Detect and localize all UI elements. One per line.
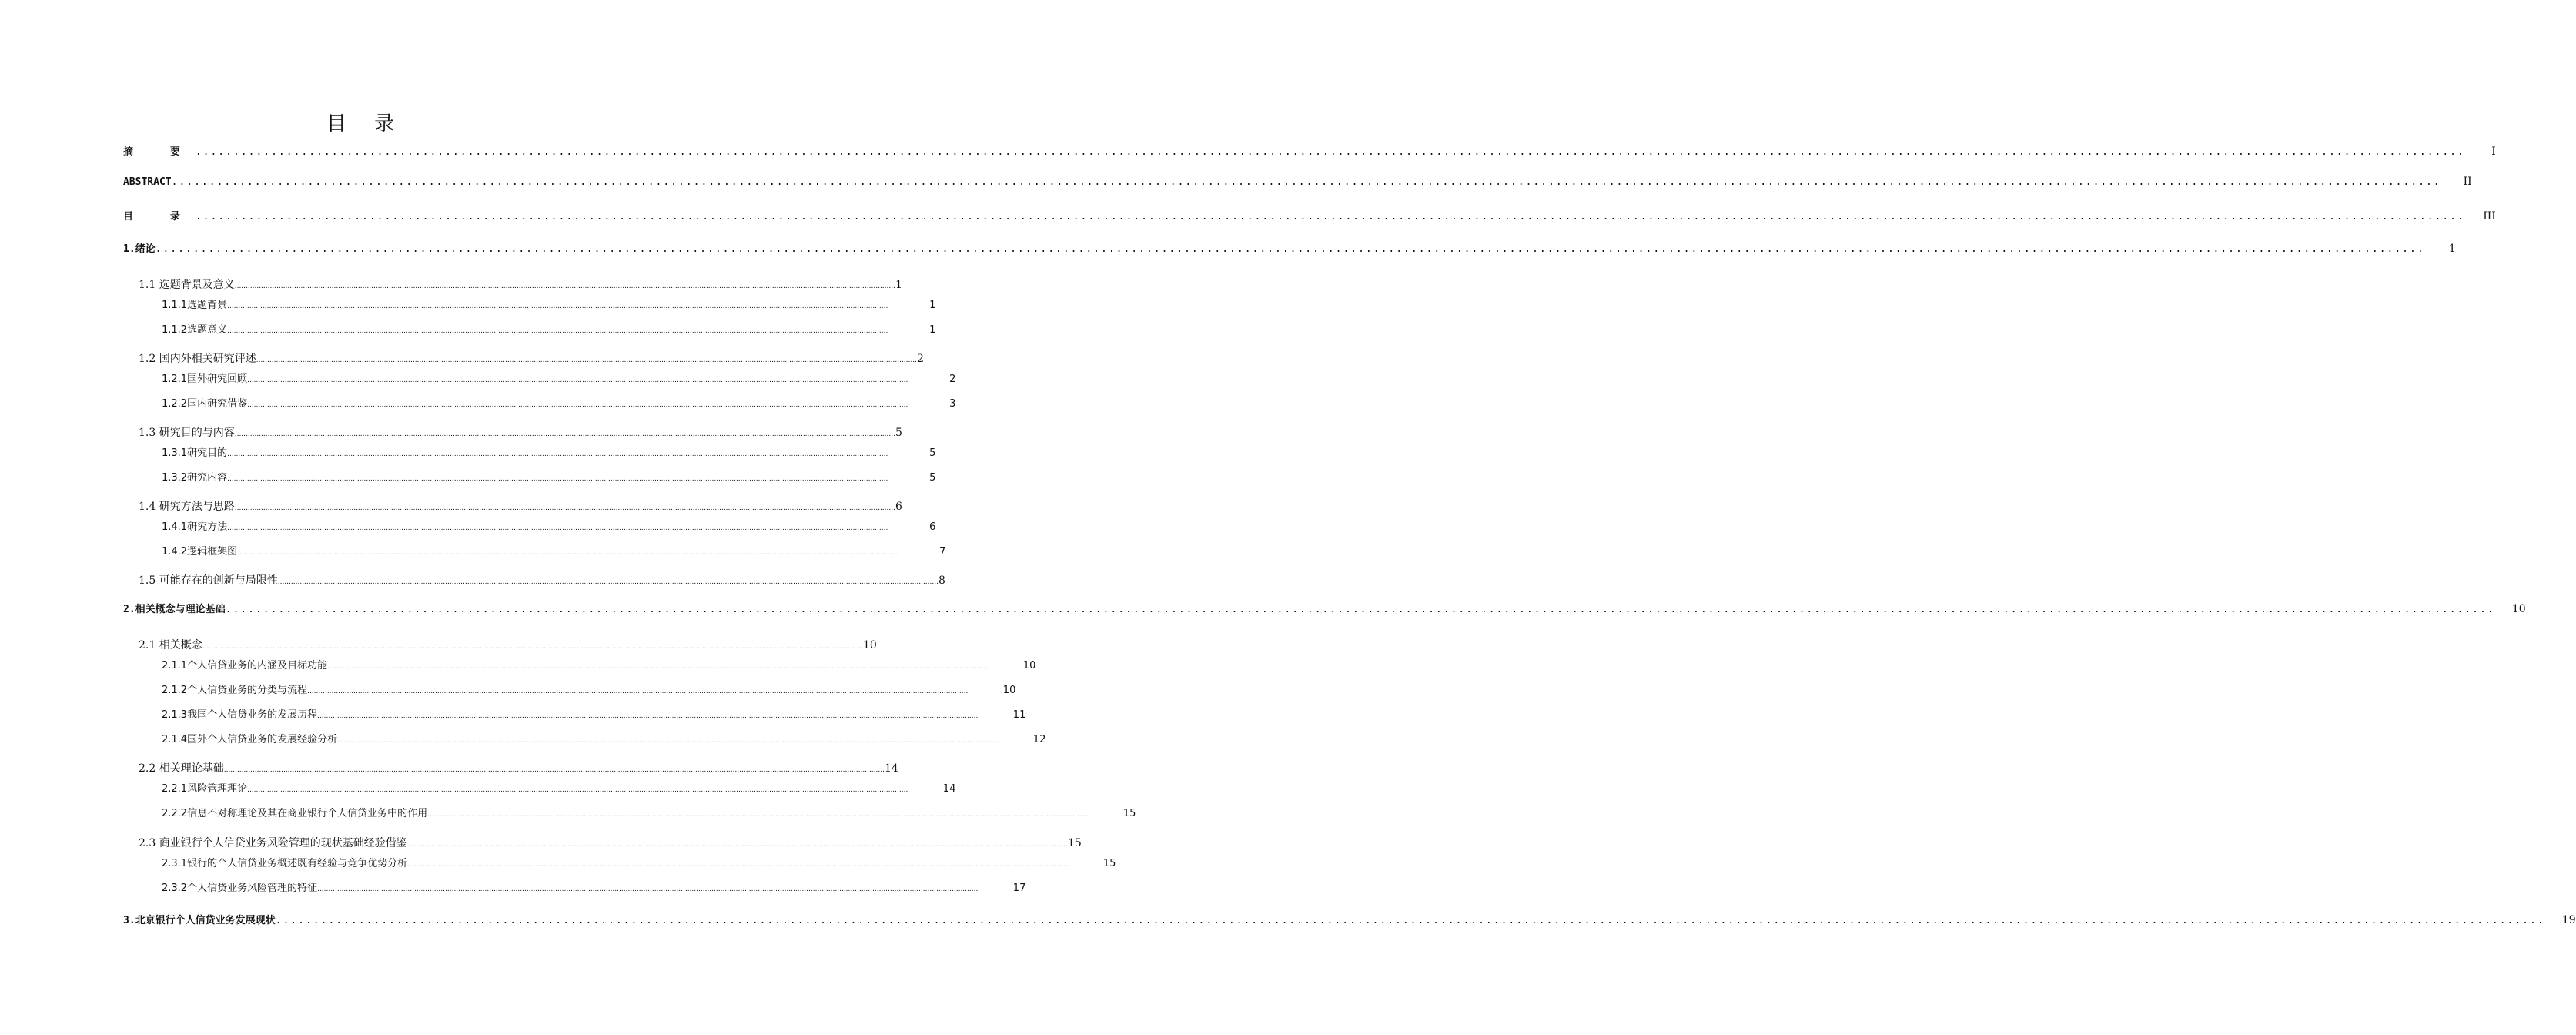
toc-leader-dots: ............................................................................................................................................................................................................................................................................................................ (227, 475, 888, 483)
toc-leader-dots: ............................................................................................................................................................................................................................................................................................................ (256, 357, 917, 364)
toc-page-number: 15 (1102, 858, 1116, 869)
toc-entry-label: 摘 要 (123, 146, 196, 158)
toc-entry-label: 研究内容 (187, 472, 228, 484)
toc-entry-number: 1.4.1 (162, 521, 188, 533)
toc-leader-dots: ............................................................................................................................................................................................................................................................................................................ (234, 430, 895, 438)
toc-entry-label: 1.2 国内外相关研究评述 (139, 353, 256, 365)
toc-leader-dots: ............................................................................................................................................................................................................................................................................................................ (327, 663, 989, 671)
toc-entry[interactable] (162, 706, 1026, 721)
toc-entry-label: 目 录 (123, 211, 196, 223)
toc-leader-dots: ............................................................................................................................................................................................................................................................................................................ (247, 786, 908, 794)
toc-leader-dots: ............................................................................................................................................................................................................................................................................................................ (307, 688, 969, 695)
toc-page-number: 1 (929, 300, 936, 311)
toc-entry-label: 2.1.3我国个人信贷业务的发展历程 (162, 709, 318, 721)
toc-entry-label: 2.2.1风险管理理论 (162, 783, 248, 795)
toc-page-number: 10 (1002, 685, 1016, 696)
toc-leader-dots: ............................................................................................................................................................................................................................................................................................................ (171, 176, 2441, 188)
toc-page-number: 2 (949, 373, 956, 385)
toc-entry-label: 1.4 研究方法与思路 (139, 501, 235, 513)
toc-leader-dots: ............................................................................................................................................................................................................................................................................................................ (223, 766, 885, 774)
toc-page-number: III (2483, 210, 2496, 223)
toc-entry[interactable] (162, 469, 936, 484)
toc-leader-dots: ............................................................................................................................................................................................................................................................................................................ (406, 841, 1068, 849)
toc-page-number: 7 (939, 546, 946, 558)
toc-page-number: 10 (1022, 660, 1036, 672)
toc-entry[interactable] (162, 657, 1036, 672)
toc-leader-dots: ............................................................................................................................................................................................................................................................................................................ (277, 578, 938, 586)
toc-entry-number: 1.2.2 (162, 398, 188, 410)
toc-leader-dots: ............................................................................................................................................................................................................................................................................................................ (234, 283, 895, 290)
toc-leader-dots: ............................................................................................................................................................................................................................................................................................................ (195, 211, 2465, 223)
toc-entry-label: 3.北京银行个人信贷业务发展现状 (123, 915, 276, 926)
toc-entry[interactable] (123, 912, 2576, 926)
toc-entry[interactable] (162, 296, 936, 311)
toc-page-number: 6 (929, 521, 936, 533)
toc-entry-number: 1.3.1 (162, 447, 188, 459)
toc-entry-label: 1.绪论 (123, 243, 156, 255)
toc-entry[interactable] (123, 176, 2472, 188)
toc-entry-label: 2.2 相关理论基础 (139, 762, 224, 775)
toc-leader-dots: ............................................................................................................................................................................................................................................................................................................ (275, 915, 2545, 926)
toc-entry-label: 2.2.2信息不对称理论及其在商业银行个人信贷业务中的作用 (162, 808, 428, 819)
toc-entry-label: 1.1 选题背景及意义 (139, 279, 235, 291)
toc-entry-label: 2.相关概念与理论基础 (123, 604, 226, 615)
toc-leader-dots: ............................................................................................................................................................................................................................................................................................................ (407, 861, 1069, 869)
toc-entry-label: 选题意义 (187, 324, 228, 336)
toc-leader-dots: ............................................................................................................................................................................................................................................................................................................ (234, 504, 895, 512)
toc-leader-dots: ............................................................................................................................................................................................................................................................................................................ (317, 886, 979, 893)
toc-entry[interactable] (162, 370, 956, 385)
toc-entry-label: 研究目的 (187, 447, 228, 459)
toc-entry[interactable] (162, 543, 946, 558)
toc-entry[interactable] (139, 350, 924, 366)
toc-entry-label: 2.1 相关概念 (139, 639, 202, 651)
toc-page-number: 19 (2561, 914, 2576, 926)
toc-page-number: 10 (2511, 603, 2526, 615)
toc-entry-label: 2.3.1银行的个人信贷业务概述既有经验与竞争优势分析 (162, 858, 408, 869)
toc-page-number: 10 (862, 639, 877, 651)
toc-entry[interactable] (139, 276, 902, 292)
toc-entry[interactable] (162, 731, 1046, 745)
toc-entry-label: ABSTRACT (123, 176, 172, 188)
toc-title: 目 录 (326, 112, 406, 136)
toc-entry[interactable] (162, 780, 956, 795)
toc-leader-dots: ............................................................................................................................................................................................................................................................................................................ (247, 401, 908, 409)
toc-entry-label: 逻辑框架图 (187, 546, 238, 558)
toc-entry[interactable] (123, 601, 2526, 615)
toc-entry[interactable] (123, 208, 2496, 223)
toc-page-number: 15 (1122, 808, 1136, 819)
toc-entry-label: 2.3 商业银行个人信贷业务风险管理的现状基础经验借鉴 (139, 837, 407, 849)
toc-entry[interactable] (139, 637, 877, 652)
toc-page-number: 17 (1012, 883, 1026, 894)
toc-leader-dots: ............................................................................................................................................................................................................................................................................................................ (225, 604, 2495, 615)
toc-leader-dots: ............................................................................................................................................................................................................................................................................................................ (317, 712, 979, 720)
toc-entry[interactable] (162, 855, 1116, 869)
toc-page-number: 15 (1067, 837, 1082, 849)
toc-leader-dots: ............................................................................................................................................................................................................................................................................................................ (195, 146, 2465, 158)
toc-entry[interactable] (139, 572, 945, 588)
toc-leader-dots: ............................................................................................................................................................................................................................................................................................................ (227, 303, 888, 310)
toc-entry-label: 国外研究回顾 (187, 373, 248, 385)
toc-entry-number: 1.4.2 (162, 546, 188, 558)
toc-page-number: 14 (942, 783, 956, 795)
toc-entry-number: 1.3.2 (162, 472, 188, 484)
toc-leader-dots: ............................................................................................................................................................................................................................................................................................................ (247, 377, 908, 384)
toc-entry[interactable] (139, 760, 898, 775)
toc-page-number: 8 (938, 574, 945, 587)
toc-entry[interactable] (123, 143, 2496, 158)
toc-leader-dots: ............................................................................................................................................................................................................................................................................................................ (227, 451, 888, 458)
toc-page-number: 6 (895, 501, 902, 513)
toc-entry-number: 1.1.2 (162, 324, 188, 336)
toc-leader-dots: ............................................................................................................................................................................................................................................................................................................ (237, 549, 898, 557)
toc-entry-label: 选题背景 (187, 300, 228, 311)
toc-entry[interactable] (162, 682, 1016, 696)
toc-page-number: 5 (895, 427, 902, 439)
toc-entry[interactable] (162, 395, 956, 410)
toc-entry[interactable] (162, 444, 936, 459)
toc-entry[interactable] (139, 424, 902, 440)
toc-entry-number: 1.1.1 (162, 300, 188, 311)
toc-page-number: 12 (1032, 734, 1046, 745)
toc-leader-dots: ............................................................................................................................................................................................................................................................................................................ (227, 524, 888, 532)
toc-leader-dots: ............................................................................................................................................................................................................................................................................................................ (427, 811, 1089, 819)
toc-page-number: 11 (1012, 709, 1026, 721)
toc-entry[interactable] (162, 805, 1136, 819)
toc-entry[interactable] (123, 240, 2456, 255)
toc-entry[interactable] (162, 321, 936, 336)
toc-entry-label: 2.1.1个人信贷业务的内涵及目标功能 (162, 660, 328, 672)
toc-entry[interactable] (139, 835, 1082, 850)
toc-page-number: 2 (916, 353, 924, 365)
toc-leader-dots: ............................................................................................................................................................................................................................................................................................................ (155, 243, 2425, 255)
toc-page-number: 14 (884, 762, 898, 775)
toc-entry[interactable] (162, 518, 936, 533)
toc-entry-number: 1.2.1 (162, 373, 188, 385)
toc-leader-dots: ............................................................................................................................................................................................................................................................................................................ (337, 737, 999, 745)
toc-page-number: 1 (2448, 243, 2456, 255)
toc-entry-label: 2.1.4国外个人信贷业务的发展经验分析 (162, 734, 338, 745)
toc-page-number: 1 (929, 324, 936, 336)
toc-page-number: 1 (895, 279, 902, 291)
toc-entry-label: 1.5 可能存在的创新与局限性 (139, 574, 278, 587)
toc-page-number: 5 (929, 447, 936, 459)
toc-entry-label: 2.3.2个人信贷业务风险管理的特征 (162, 883, 318, 894)
toc-page-number: 5 (929, 472, 936, 484)
toc-entry-label: 2.1.2个人信贷业务的分类与流程 (162, 685, 308, 696)
toc-entry[interactable] (162, 879, 1026, 894)
toc-leader-dots: ............................................................................................................................................................................................................................................................................................................ (202, 643, 863, 651)
toc-page-number: 3 (949, 398, 956, 410)
toc-entry-label: 研究方法 (187, 521, 228, 533)
toc-entry-label: 1.3 研究目的与内容 (139, 427, 235, 439)
toc-page-number: II (2463, 176, 2472, 188)
toc-page-number: I (2491, 146, 2496, 158)
toc-leader-dots: ............................................................................................................................................................................................................................................................................................................ (227, 327, 888, 335)
toc-entry[interactable] (139, 498, 902, 514)
toc-entry-label: 国内研究借鉴 (187, 398, 248, 410)
